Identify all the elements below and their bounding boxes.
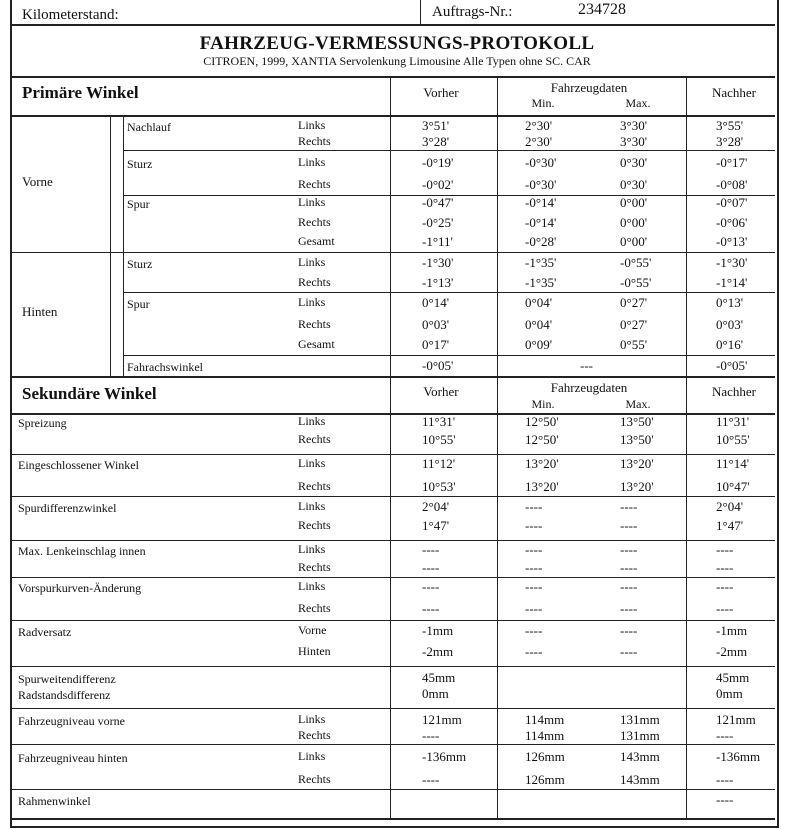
value-min: -0°14' <box>525 195 557 210</box>
row-side-label: Links <box>298 456 326 470</box>
row-side-label: Rechts <box>298 317 331 331</box>
table-rule <box>10 789 775 790</box>
vehicle-data-col-header-2: Fahrzeugdaten <box>550 380 628 395</box>
value-before: ---- <box>422 601 440 616</box>
row-group-label: Spurdifferenzwinkel <box>18 501 117 515</box>
value-after: 2°04' <box>716 499 744 514</box>
value-max: ---- <box>620 644 638 659</box>
value-before: -1mm <box>422 623 454 638</box>
value-before: -0°05' <box>422 358 454 373</box>
value-before: -0°25' <box>422 215 454 230</box>
value-before: 10°55' <box>422 432 456 447</box>
table-rule <box>10 540 775 541</box>
value-max: 3°30' <box>620 134 648 149</box>
value-before: 0°03' <box>422 317 450 332</box>
value-before: ---- <box>422 560 440 575</box>
value-before: 2°04' <box>422 499 450 514</box>
row-side-label: Rechts <box>298 518 331 532</box>
order-label: Auftrags-Nr.: <box>432 4 513 20</box>
row-side-label: Rechts <box>298 177 331 191</box>
row-group-label: Sturz <box>127 157 153 171</box>
value-before: -1°13' <box>422 275 454 290</box>
value-min: -0°30' <box>525 177 557 192</box>
value-after: -0°06' <box>716 215 748 230</box>
value-after: -0°05' <box>716 358 748 373</box>
value-max: -0°55' <box>620 275 652 290</box>
value-before: ---- <box>422 579 440 594</box>
table-column-rule <box>390 76 391 376</box>
table-rule <box>10 413 775 415</box>
value-before: -0°47' <box>422 195 454 210</box>
row-group-label: Max. Lenkeinschlag innen <box>18 544 146 558</box>
row-side-label: Links <box>298 255 326 269</box>
value-min: ---- <box>525 518 543 533</box>
value-max: ---- <box>620 560 638 575</box>
row-group-label: Spreizung <box>18 416 67 430</box>
table-rule <box>10 818 775 820</box>
value-min: 0°04' <box>525 317 553 332</box>
value-before: 0mm <box>422 686 449 701</box>
value-after: -136mm <box>716 749 761 764</box>
value-after: -2mm <box>716 644 748 659</box>
value-after: -0°07' <box>716 195 748 210</box>
value-min: 0°09' <box>525 337 553 352</box>
row-group-label: Fahrzeugniveau vorne <box>18 714 125 728</box>
value-max: ---- <box>620 601 638 616</box>
row-group-label: Spurweitendifferenz <box>18 672 116 686</box>
table-column-rule <box>390 376 391 818</box>
value-min: ---- <box>525 623 543 638</box>
table-column-rule <box>123 115 124 376</box>
row-side-label: Links <box>298 499 326 513</box>
value-max: ---- <box>620 499 638 514</box>
table-column-rule <box>497 376 498 818</box>
table-rule <box>10 666 775 667</box>
value-after: 11°14' <box>716 456 750 471</box>
value-min: 0°04' <box>525 295 553 310</box>
value-max: 0°27' <box>620 317 648 332</box>
row-group-label: Fahrachswinkel <box>127 360 203 374</box>
table-rule <box>10 252 775 253</box>
value-after: ---- <box>716 542 734 557</box>
value-before: -0°19' <box>422 155 454 170</box>
value-after: -0°13' <box>716 234 748 249</box>
table-rule <box>123 292 775 293</box>
value-min: 2°30' <box>525 134 553 149</box>
value-max: ---- <box>620 518 638 533</box>
value-min: 13°20' <box>525 456 559 471</box>
value-after: 0°13' <box>716 295 744 310</box>
value-after: 3°28' <box>716 134 744 149</box>
value-min: ---- <box>525 644 543 659</box>
value-min: ---- <box>525 560 543 575</box>
value-max: 13°50' <box>620 432 654 447</box>
row-side-label: Gesamt <box>298 337 335 351</box>
value-before: 121mm <box>422 712 462 727</box>
row-group-label: Spur <box>127 297 150 311</box>
row-side-label: Links <box>298 118 326 132</box>
before-col-header-2: Vorher <box>423 384 459 399</box>
table-rule <box>10 115 775 117</box>
value-min: 12°50' <box>525 432 559 447</box>
after-col-header-2: Nachher <box>711 384 757 399</box>
value-after: 1°47' <box>716 518 744 533</box>
value-after: -1°30' <box>716 255 748 270</box>
table-rule <box>10 620 775 621</box>
value-max: 3°30' <box>620 118 648 133</box>
rear-axle-label: Hinten <box>22 304 58 319</box>
value-max: 13°50' <box>620 414 654 429</box>
row-group-label: Eingeschlossener Winkel <box>18 458 139 472</box>
value-max: 0°30' <box>620 155 648 170</box>
table-column-rule <box>420 0 421 24</box>
order-number: 234728 <box>578 1 626 18</box>
table-rule <box>123 150 775 151</box>
row-group-label: Nachlauf <box>127 120 171 134</box>
value-before: ---- <box>422 772 440 787</box>
value-before: 11°12' <box>422 456 456 471</box>
value-max: 0°30' <box>620 177 648 192</box>
row-group-label: Spur <box>127 197 150 211</box>
table-column-rule <box>497 76 498 376</box>
row-side-label: Rechts <box>298 560 331 574</box>
value-after: ---- <box>716 772 734 787</box>
row-side-label: Rechts <box>298 601 331 615</box>
value-after: 0°03' <box>716 317 744 332</box>
value-min: 114mm <box>525 728 565 743</box>
min-col-header: Min. <box>531 96 555 110</box>
value-before: ---- <box>422 542 440 557</box>
row-side-label: Hinten <box>298 644 331 658</box>
value-min: ---- <box>525 542 543 557</box>
value-before: -1°11' <box>422 234 453 249</box>
row-side-label: Rechts <box>298 728 331 742</box>
row-group-label: Radversatz <box>18 625 72 639</box>
value-max: -0°55' <box>620 255 652 270</box>
value-min: -0°30' <box>525 155 557 170</box>
table-rule <box>10 496 775 497</box>
row-group-label: Sturz <box>127 257 153 271</box>
value-max: 0°55' <box>620 337 648 352</box>
table-rule <box>10 376 775 378</box>
value-after: 11°31' <box>716 414 750 429</box>
value-after: -0°08' <box>716 177 748 192</box>
row-group-label: Vorspurkurven-Änderung <box>18 581 142 595</box>
secondary-section-title: Sekundäre Winkel <box>22 384 157 403</box>
value-before: 11°31' <box>422 414 456 429</box>
value-after: ---- <box>716 728 734 743</box>
row-side-label: Gesamt <box>298 234 335 248</box>
value-max: ---- <box>620 579 638 594</box>
table-column-rule <box>686 76 687 376</box>
row-side-label: Rechts <box>298 772 331 786</box>
value-after: 3°55' <box>716 118 744 133</box>
value-min: 12°50' <box>525 414 559 429</box>
value-before: 10°53' <box>422 479 456 494</box>
table-rule <box>123 355 775 356</box>
value-max: 131mm <box>620 728 660 743</box>
table-column-rule <box>110 115 111 376</box>
value-max: 13°20' <box>620 456 654 471</box>
value-before: 0°17' <box>422 337 450 352</box>
value-min: -1°35' <box>525 255 557 270</box>
value-after: ---- <box>716 560 734 575</box>
value-before: 3°28' <box>422 134 450 149</box>
row-side-label: Links <box>298 414 326 428</box>
km-label: Kilometerstand: <box>22 7 119 23</box>
value-after: -0°17' <box>716 155 748 170</box>
value-max: ---- <box>620 623 638 638</box>
row-group-label: Fahrzeugniveau hinten <box>18 751 128 765</box>
value-after: 121mm <box>716 712 756 727</box>
table-rule <box>10 454 775 455</box>
value-after: 10°47' <box>716 479 750 494</box>
value-range-span: --- <box>580 358 593 373</box>
value-before: ---- <box>422 728 440 743</box>
value-min: ---- <box>525 579 543 594</box>
value-min: -0°14' <box>525 215 557 230</box>
row-side-label: Vorne <box>298 623 327 637</box>
table-column-rule <box>686 376 687 818</box>
value-before: -0°02' <box>422 177 454 192</box>
front-axle-label: Vorne <box>22 174 53 189</box>
value-before: -2mm <box>422 644 454 659</box>
table-rule <box>10 24 775 26</box>
value-before: -136mm <box>422 749 467 764</box>
value-after: ---- <box>716 792 734 807</box>
row-side-label: Rechts <box>298 134 331 148</box>
min-col-header-2: Min. <box>531 397 555 411</box>
value-after: -1°14' <box>716 275 748 290</box>
value-after: 45mm <box>716 670 750 685</box>
row-side-label: Links <box>298 542 326 556</box>
value-after: ---- <box>716 579 734 594</box>
max-col-header-2: Max. <box>625 397 651 411</box>
value-max: 0°00' <box>620 215 648 230</box>
max-col-header: Max. <box>625 96 651 110</box>
table-rule <box>10 708 775 709</box>
value-min: 13°20' <box>525 479 559 494</box>
value-after: -1mm <box>716 623 748 638</box>
value-before: 1°47' <box>422 518 450 533</box>
row-side-label: Links <box>298 155 326 169</box>
value-min: ---- <box>525 601 543 616</box>
value-min: -1°35' <box>525 275 557 290</box>
after-col-header: Nachher <box>711 85 757 100</box>
table-rule <box>10 76 775 78</box>
value-max: ---- <box>620 542 638 557</box>
value-min: ---- <box>525 499 543 514</box>
value-min: 126mm <box>525 749 565 764</box>
vehicle-data-col-header: Fahrzeugdaten <box>550 80 628 95</box>
row-side-label: Links <box>298 195 326 209</box>
row-side-label: Links <box>298 579 326 593</box>
value-before: -1°30' <box>422 255 454 270</box>
page-title: FAHRZEUG-VERMESSUNGS-PROTOKOLL <box>199 33 595 54</box>
value-min: 114mm <box>525 712 565 727</box>
row-group-label: Radstandsdifferenz <box>18 688 111 702</box>
table-rule <box>10 577 775 578</box>
row-group-label: Rahmenwinkel <box>18 794 91 808</box>
value-min: 2°30' <box>525 118 553 133</box>
value-min: 126mm <box>525 772 565 787</box>
value-before: 3°51' <box>422 118 450 133</box>
vehicle-description: CITROEN, 1999, XANTIA Servolenkung Limousine Alle Typen ohne SC. CAR <box>203 54 591 68</box>
primary-section-title: Primäre Winkel <box>22 83 139 102</box>
row-side-label: Rechts <box>298 215 331 229</box>
value-max: 143mm <box>620 749 660 764</box>
row-side-label: Rechts <box>298 432 331 446</box>
before-col-header: Vorher <box>423 85 459 100</box>
value-max: 131mm <box>620 712 660 727</box>
value-max: 0°27' <box>620 295 648 310</box>
row-side-label: Links <box>298 749 326 763</box>
row-side-label: Links <box>298 712 326 726</box>
value-max: 0°00' <box>620 195 648 210</box>
value-min: -0°28' <box>525 234 557 249</box>
value-max: 0°00' <box>620 234 648 249</box>
row-side-label: Rechts <box>298 479 331 493</box>
value-max: 143mm <box>620 772 660 787</box>
value-after: 0°16' <box>716 337 744 352</box>
value-after: ---- <box>716 601 734 616</box>
value-after: 0mm <box>716 686 743 701</box>
value-before: 45mm <box>422 670 456 685</box>
value-after: 10°55' <box>716 432 750 447</box>
value-max: 13°20' <box>620 479 654 494</box>
row-side-label: Rechts <box>298 275 331 289</box>
value-before: 0°14' <box>422 295 450 310</box>
row-side-label: Links <box>298 295 326 309</box>
table-rule <box>10 744 775 745</box>
